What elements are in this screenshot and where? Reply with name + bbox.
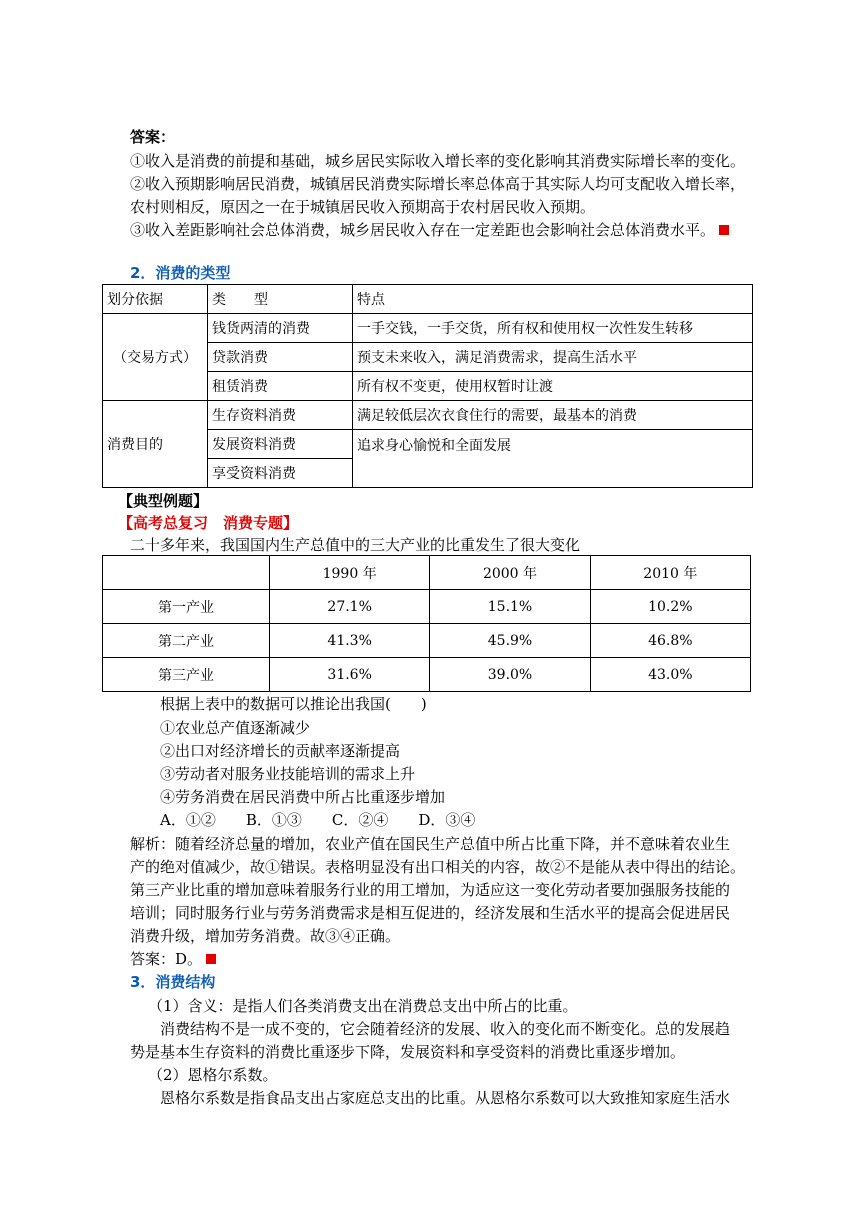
analysis-line: 产的绝对值减少，故①错误。表格明显没有出口相关的内容，故②不是能从表中得出的结论。	[130, 858, 746, 876]
table-cell: 31.6%	[270, 658, 430, 692]
table-row	[103, 401, 753, 430]
table-header-row	[103, 556, 751, 590]
table-cell: 第二产业	[103, 624, 270, 658]
answer-line: ②收入预期影响居民消费，城镇居民消费实际增长率总体高于其实际人均可支配收入增长率，	[130, 175, 746, 193]
paragraph: 消费结构不是一成不变的，它会随着经济的发展、收入的变化而不断变化。总的发展趋	[160, 1020, 731, 1038]
group-label: （交易方式）	[103, 314, 208, 401]
table-header-cell: 特点	[353, 285, 753, 314]
table-header-cell	[103, 556, 270, 590]
table-header-cell: 类 型	[208, 285, 353, 314]
answer-line: ③收入差距影响社会总体消费，城乡居民收入存在一定差距也会影响社会总体消费水平。	[130, 220, 729, 240]
table-cell: 41.3%	[270, 624, 430, 658]
question-option: ④劳务消费在居民消费中所占比重逐步增加	[160, 788, 446, 806]
feature-cell: 一手交钱，一手交货，所有权和使用权一次性发生转移	[353, 314, 753, 343]
table-cell: 46.8%	[590, 624, 750, 658]
question-option: ①农业总产值逐渐减少	[160, 719, 311, 737]
table-row	[103, 314, 753, 343]
analysis-line: 消费升级，增加劳务消费。故③④正确。	[130, 927, 401, 945]
section-title: 3．消费结构	[130, 973, 216, 991]
type-cell: 贷款消费	[208, 343, 353, 372]
example-label: 【典型例题】	[118, 492, 209, 510]
type-cell: 发展资料消费	[208, 430, 353, 459]
example-source: 【高考总复习 消费专题】	[118, 514, 299, 532]
paragraph: 恩格尔系数是指食品支出占家庭总支出的比重。从恩格尔系数可以大致推知家庭生活水	[160, 1089, 731, 1107]
analysis-line: 解析：随着经济总量的增加，农业产值在国民生产总值中所占比重下降，并不意味着农业生	[130, 835, 731, 853]
table-header-row	[103, 285, 753, 314]
end-mark-icon	[719, 225, 729, 235]
table-header-cell: 划分依据	[103, 285, 208, 314]
table-cell: 27.1%	[270, 590, 430, 624]
table-row	[103, 624, 751, 658]
answer-choices: A．①② B．①③ C．②④ D．③④	[160, 811, 476, 829]
table-header-cell: 1990 年	[270, 556, 430, 590]
group-label: 消费目的	[103, 401, 208, 488]
table-header-cell: 2010 年	[590, 556, 750, 590]
feature-cell: 追求身心愉悦和全面发展	[353, 430, 753, 488]
table-row	[103, 658, 751, 692]
type-cell: 享受资料消费	[208, 459, 353, 488]
question-stem: 根据上表中的数据可以推论出我国( )	[160, 695, 427, 713]
table-cell: 第三产业	[103, 658, 270, 692]
analysis-line: 培训；同时服务行业与劳务消费需求是相互促进的，经济发展和生活水平的提高会促进居民	[130, 904, 731, 922]
question-option: ③劳动者对服务业技能培训的需求上升	[160, 765, 416, 783]
paragraph: （1）含义：是指人们各类消费支出在消费总支出中所占的比重。	[148, 997, 578, 1015]
table-row	[103, 590, 751, 624]
table-cell: 15.1%	[430, 590, 590, 624]
table-cell: 45.9%	[430, 624, 590, 658]
consumption-types-table	[102, 284, 753, 488]
table-cell: 10.2%	[590, 590, 750, 624]
type-cell: 钱货两清的消费	[208, 314, 353, 343]
table-cell: 第一产业	[103, 590, 270, 624]
feature-cell: 所有权不变更，使用权暂时让渡	[353, 372, 753, 401]
end-mark-icon	[206, 954, 216, 964]
answer-line: 农村则相反，原因之一在于城镇居民收入预期高于农村居民收入预期。	[130, 198, 596, 216]
paragraph: （2）恩格尔系数。	[148, 1066, 278, 1084]
section-title: 2．消费的类型	[130, 264, 231, 282]
paragraph: 势是基本生存资料的消费比重逐步下降，发展资料和享受资料的消费比重逐步增加。	[130, 1043, 686, 1061]
question-option: ②出口对经济增长的贡献率逐渐提高	[160, 742, 401, 760]
table-header-cell: 2000 年	[430, 556, 590, 590]
table-cell: 43.0%	[590, 658, 750, 692]
answer-heading: 答案：	[130, 128, 176, 146]
analysis-line: 第三产业比重的增加意味着服务行业的用工增加，为适应这一变化劳动者要加强服务技能的	[130, 881, 731, 899]
feature-cell: 满足较低层次衣食住行的需要，最基本的消费	[353, 401, 753, 430]
feature-cell: 预支未来收入，满足消费需求，提高生活水平	[353, 343, 753, 372]
type-cell: 租赁消费	[208, 372, 353, 401]
example-intro: 二十多年来，我国国内生产总值中的三大产业的比重发生了很大变化	[130, 536, 581, 554]
table-cell: 39.0%	[430, 658, 590, 692]
industry-share-table	[102, 555, 751, 692]
answer-line: ①收入是消费的前提和基础，城乡居民实际收入增长率的变化影响其消费实际增长率的变化。	[130, 152, 746, 170]
example-answer: 答案：D。	[130, 949, 216, 969]
type-cell: 生存资料消费	[208, 401, 353, 430]
